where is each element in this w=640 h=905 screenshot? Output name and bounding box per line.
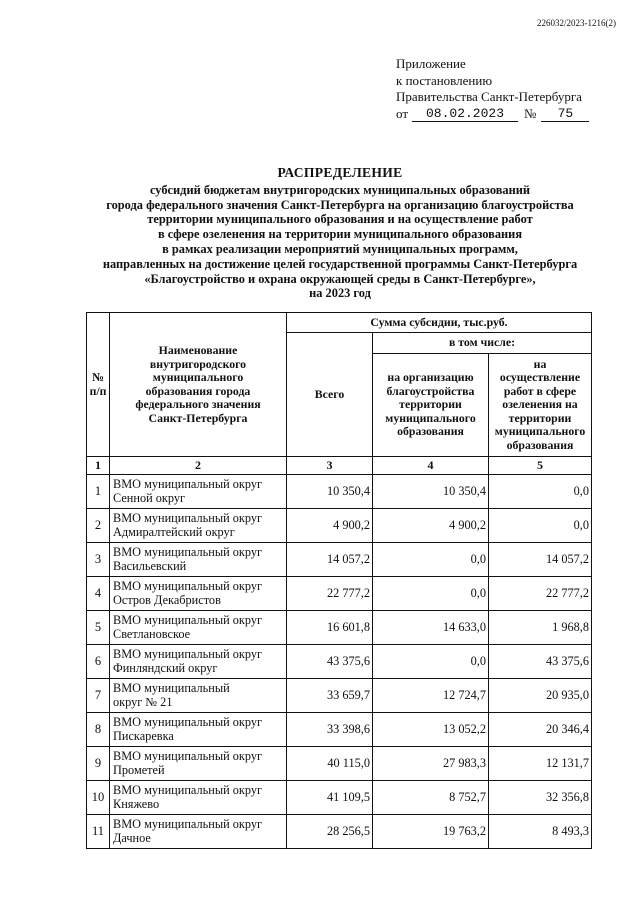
document-code: 226032/2023-1216(2): [537, 18, 616, 28]
row-total: 10 350,4: [287, 475, 373, 509]
title-line: субсидий бюджетам внутригородских муниципальных образований: [149, 182, 531, 197]
row-municipality: ВМО муниципальный округ Васильевский: [110, 543, 287, 577]
row-total: 22 777,2: [287, 577, 373, 611]
row-greening: 8 493,3: [489, 815, 592, 849]
row-number: 3: [87, 543, 110, 577]
row-total: 41 109,5: [287, 781, 373, 815]
row-number: 8: [87, 713, 110, 747]
table-row: [87, 815, 592, 849]
row-number: 1: [87, 475, 110, 509]
row-greening: 22 777,2: [489, 577, 592, 611]
row-number: 7: [87, 679, 110, 713]
row-number: 4: [87, 577, 110, 611]
row-improvement: 8 752,7: [373, 781, 489, 815]
row-total: 33 398,6: [287, 713, 373, 747]
table-row: [87, 577, 592, 611]
col-index: 2: [110, 457, 287, 475]
title-line: города федерального значения Санкт-Петербурга на организацию благоустройства: [106, 197, 574, 212]
row-municipality: ВМО муниципальный округ Сенной округ: [110, 475, 287, 509]
resolution-date: 08.02.2023: [412, 107, 518, 122]
row-improvement: 10 350,4: [373, 475, 489, 509]
row-total: 14 057,2: [287, 543, 373, 577]
row-greening: 20 935,0: [489, 679, 592, 713]
row-greening: 0,0: [489, 509, 592, 543]
row-municipality: ВМО муниципальный округ Пискаревка: [110, 713, 287, 747]
row-total: 4 900,2: [287, 509, 373, 543]
table-row: [87, 781, 592, 815]
row-improvement: 27 983,3: [373, 747, 489, 781]
header-total: Всего: [287, 333, 373, 457]
title-line: на 2023 год: [309, 286, 371, 301]
title-heading: РАСПРЕДЕЛЕНИЕ: [277, 165, 403, 180]
row-number: 10: [87, 781, 110, 815]
appendix-block: [396, 56, 626, 122]
title-line: направленных на достижение целей государственной программы Санкт-Петербурга: [102, 256, 578, 271]
row-total: 28 256,5: [287, 815, 373, 849]
row-total: 33 659,7: [287, 679, 373, 713]
header-num: № п/п: [87, 313, 110, 457]
table-row: [87, 747, 592, 781]
col-index: 5: [489, 457, 592, 475]
appendix-line-2: к постановлению: [396, 72, 493, 88]
row-greening: 1 968,8: [489, 611, 592, 645]
row-municipality: ВМО муниципальный округ № 21: [110, 679, 287, 713]
number-prefix: №: [524, 105, 537, 121]
row-improvement: 12 724,7: [373, 679, 489, 713]
header-name: Наименование внутригородского муниципального образования города федерального значения Санкт-Петербурга: [110, 313, 287, 457]
row-improvement: 0,0: [373, 577, 489, 611]
resolution-number: 75: [541, 107, 589, 122]
title-line: «Благоустройство и охрана окружающей среды в Санкт-Петербурге»,: [144, 271, 536, 286]
title-line: территории муниципального образования и на осуществление работ: [147, 212, 533, 227]
table-row: [87, 543, 592, 577]
row-municipality: ВМО муниципальный округ Светлановское: [110, 611, 287, 645]
row-number: 5: [87, 611, 110, 645]
row-improvement: 0,0: [373, 543, 489, 577]
table-row: [87, 509, 592, 543]
header-sum: Сумма субсидии, тыс.руб.: [287, 313, 592, 333]
row-improvement: 4 900,2: [373, 509, 489, 543]
row-total: 43 375,6: [287, 645, 373, 679]
row-municipality: ВМО муниципальный округ Адмиралтейский округ: [110, 509, 287, 543]
row-greening: 14 057,2: [489, 543, 592, 577]
row-improvement: 14 633,0: [373, 611, 489, 645]
row-greening: 12 131,7: [489, 747, 592, 781]
table-row: [87, 645, 592, 679]
row-number: 11: [87, 815, 110, 849]
title-line: в рамках реализации мероприятий муниципальных программ,: [162, 241, 518, 256]
document-title: [40, 166, 640, 301]
table-row: [87, 679, 592, 713]
date-prefix: от: [396, 105, 409, 121]
row-greening: 43 375,6: [489, 645, 592, 679]
col-index: 4: [373, 457, 489, 475]
row-greening: 0,0: [489, 475, 592, 509]
header-improvement: на организацию благоустройства территории муниципального образования: [373, 354, 489, 457]
header-greening: на осуществление работ в сфере озеленения на территории муниципального образования: [489, 354, 592, 457]
row-number: 2: [87, 509, 110, 543]
row-municipality: ВМО муниципальный округ Прометей: [110, 747, 287, 781]
row-greening: 32 356,8: [489, 781, 592, 815]
row-municipality: ВМО муниципальный округ Остров Декабристов: [110, 577, 287, 611]
table-row: [87, 475, 592, 509]
row-improvement: 13 052,2: [373, 713, 489, 747]
row-municipality: ВМО муниципальный округ Финляндский округ: [110, 645, 287, 679]
row-total: 16 601,8: [287, 611, 373, 645]
col-index: 1: [87, 457, 110, 475]
table-row: [87, 611, 592, 645]
appendix-line-1: Приложение: [396, 56, 466, 71]
col-index: 3: [287, 457, 373, 475]
row-greening: 20 346,4: [489, 713, 592, 747]
row-total: 40 115,0: [287, 747, 373, 781]
row-improvement: 0,0: [373, 645, 489, 679]
appendix-date-line: [396, 106, 626, 123]
row-municipality: ВМО муниципальный округ Княжево: [110, 781, 287, 815]
appendix-line-3: Правительства Санкт-Петербурга: [396, 89, 582, 104]
row-number: 6: [87, 645, 110, 679]
table-row: [87, 713, 592, 747]
row-improvement: 19 763,2: [373, 815, 489, 849]
header-incl: в том числе:: [373, 333, 592, 354]
subsidy-table: [86, 312, 592, 849]
row-municipality: ВМО муниципальный округ Дачное: [110, 815, 287, 849]
row-number: 9: [87, 747, 110, 781]
title-line: в сфере озеленения на территории муниципального образования: [157, 227, 523, 242]
